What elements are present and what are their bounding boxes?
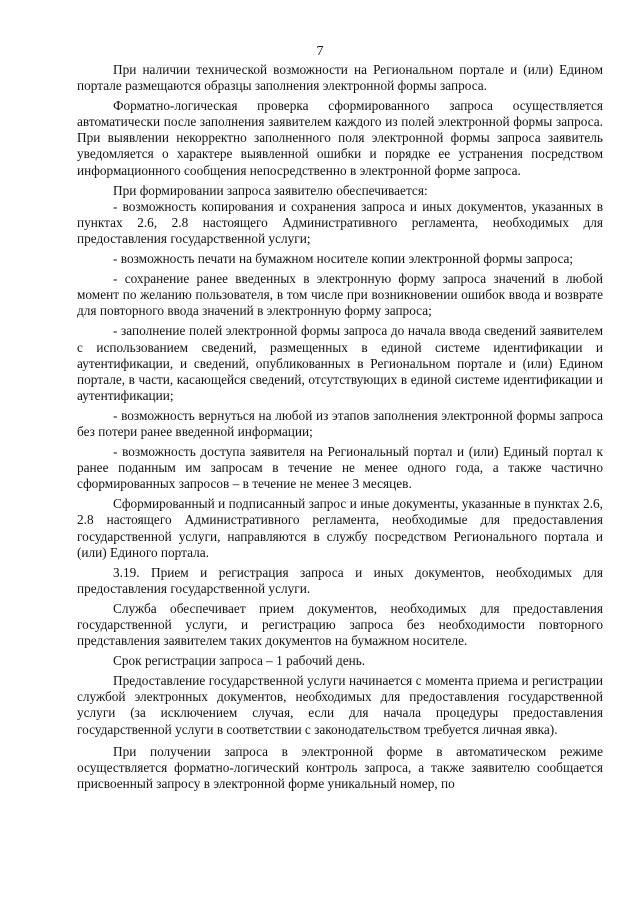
paragraph-request-provisions: При формировании запроса заявителю обеспечивается: [113, 182, 428, 198]
list-item-prefill-fields: - заполнение полей электронной формы запроса до начала ввода сведений заявителем с использованием сведений, размещенных в единой системе идентификации и аутентификации, и сведений, опубликованных в Региональном портале и (или) Едином портале, в части, касающейся сведений, отсутствующих в единой системе идентификации и аутентификации; [77, 323, 603, 403]
paragraph-registration-term: Срок регистрации запроса – 1 рабочий день. [113, 653, 366, 669]
paragraph-portal-samples: При наличии технической возможности на Региональном портале и (или) Едином портале размещаются образцы заполнения электронной формы запроса. [77, 62, 603, 94]
list-item-print: - возможность печати на бумажном носителе копии электронной формы запроса; [113, 251, 574, 267]
list-item-access-requests: - возможность доступа заявителя на Региональный портал и (или) Единый портал к ранее поданным им запросам в течение не менее одного года, а также частично сформированных запросов – в течение не менее 3 месяцев. [77, 444, 603, 492]
list-item-copy-save: - возможность копирования и сохранения запроса и иных документов, указанных в пунктах 2.6, 2.8 настоящего Административного регламента, необходимых для предоставления государственной услуги; [77, 198, 603, 246]
paragraph-submission: Сформированный и подписанный запрос и иные документы, указанные в пунктах 2.6, 2.8 настоящего Административного регламента, необходимые для предоставления государственной услуги, направляются в службу посредством Регионального портала и (или) Единого портала. [77, 496, 603, 560]
list-item-return-to-step: - возможность вернуться на любой из этапов заполнения электронной формы запроса без потери ранее введенной информации; [77, 407, 603, 439]
paragraph-format-check: Форматно-логическая проверка сформированного запроса осуществляется автоматически после заполнения заявителем каждого из полей электронной формы запроса. При выявлении некорректно заполненного поля электронной формы запроса заявитель уведомляется о характере выявленной ошибки и порядке ее устранения посредством информационного сообщения непосредственно в электронной форме запроса. [77, 98, 603, 178]
list-item-save-values: - сохранение ранее введенных в электронную форму запроса значений в любой момент по желанию пользователя, в том числе при возникновении ошибок ввода и возврате для повторного ввода значений в электронную форму запроса; [77, 271, 603, 319]
section-heading-3-19: 3.19. Прием и регистрация запроса и иных документов, необходимых для предоставления государственной услуги. [77, 564, 603, 596]
paragraph-service-start: Предоставление государственной услуги начинается с момента приема и регистрации службой электронных документов, необходимых для предоставления государственной услуги (за исключением случая, если для начала процедуры предоставления государственной услуги в соответствии с законодательством требуется личная явка). [77, 673, 603, 737]
page-number: 7 [316, 44, 324, 59]
document-body [77, 62, 603, 792]
paragraph-service-acceptance: Служба обеспечивает прием документов, необходимых для предоставления государственной услуги, и регистрацию запроса без необходимости повторного представления заявителем таких документов на бумажном носителе. [77, 600, 603, 649]
paragraph-auto-check: При получении запроса в электронной форме в автоматическом режиме осуществляется форматно-логический контроль запроса, а также заявителю сообщается присвоенный запросу в электронной форме уникальный номер, по [77, 743, 603, 791]
